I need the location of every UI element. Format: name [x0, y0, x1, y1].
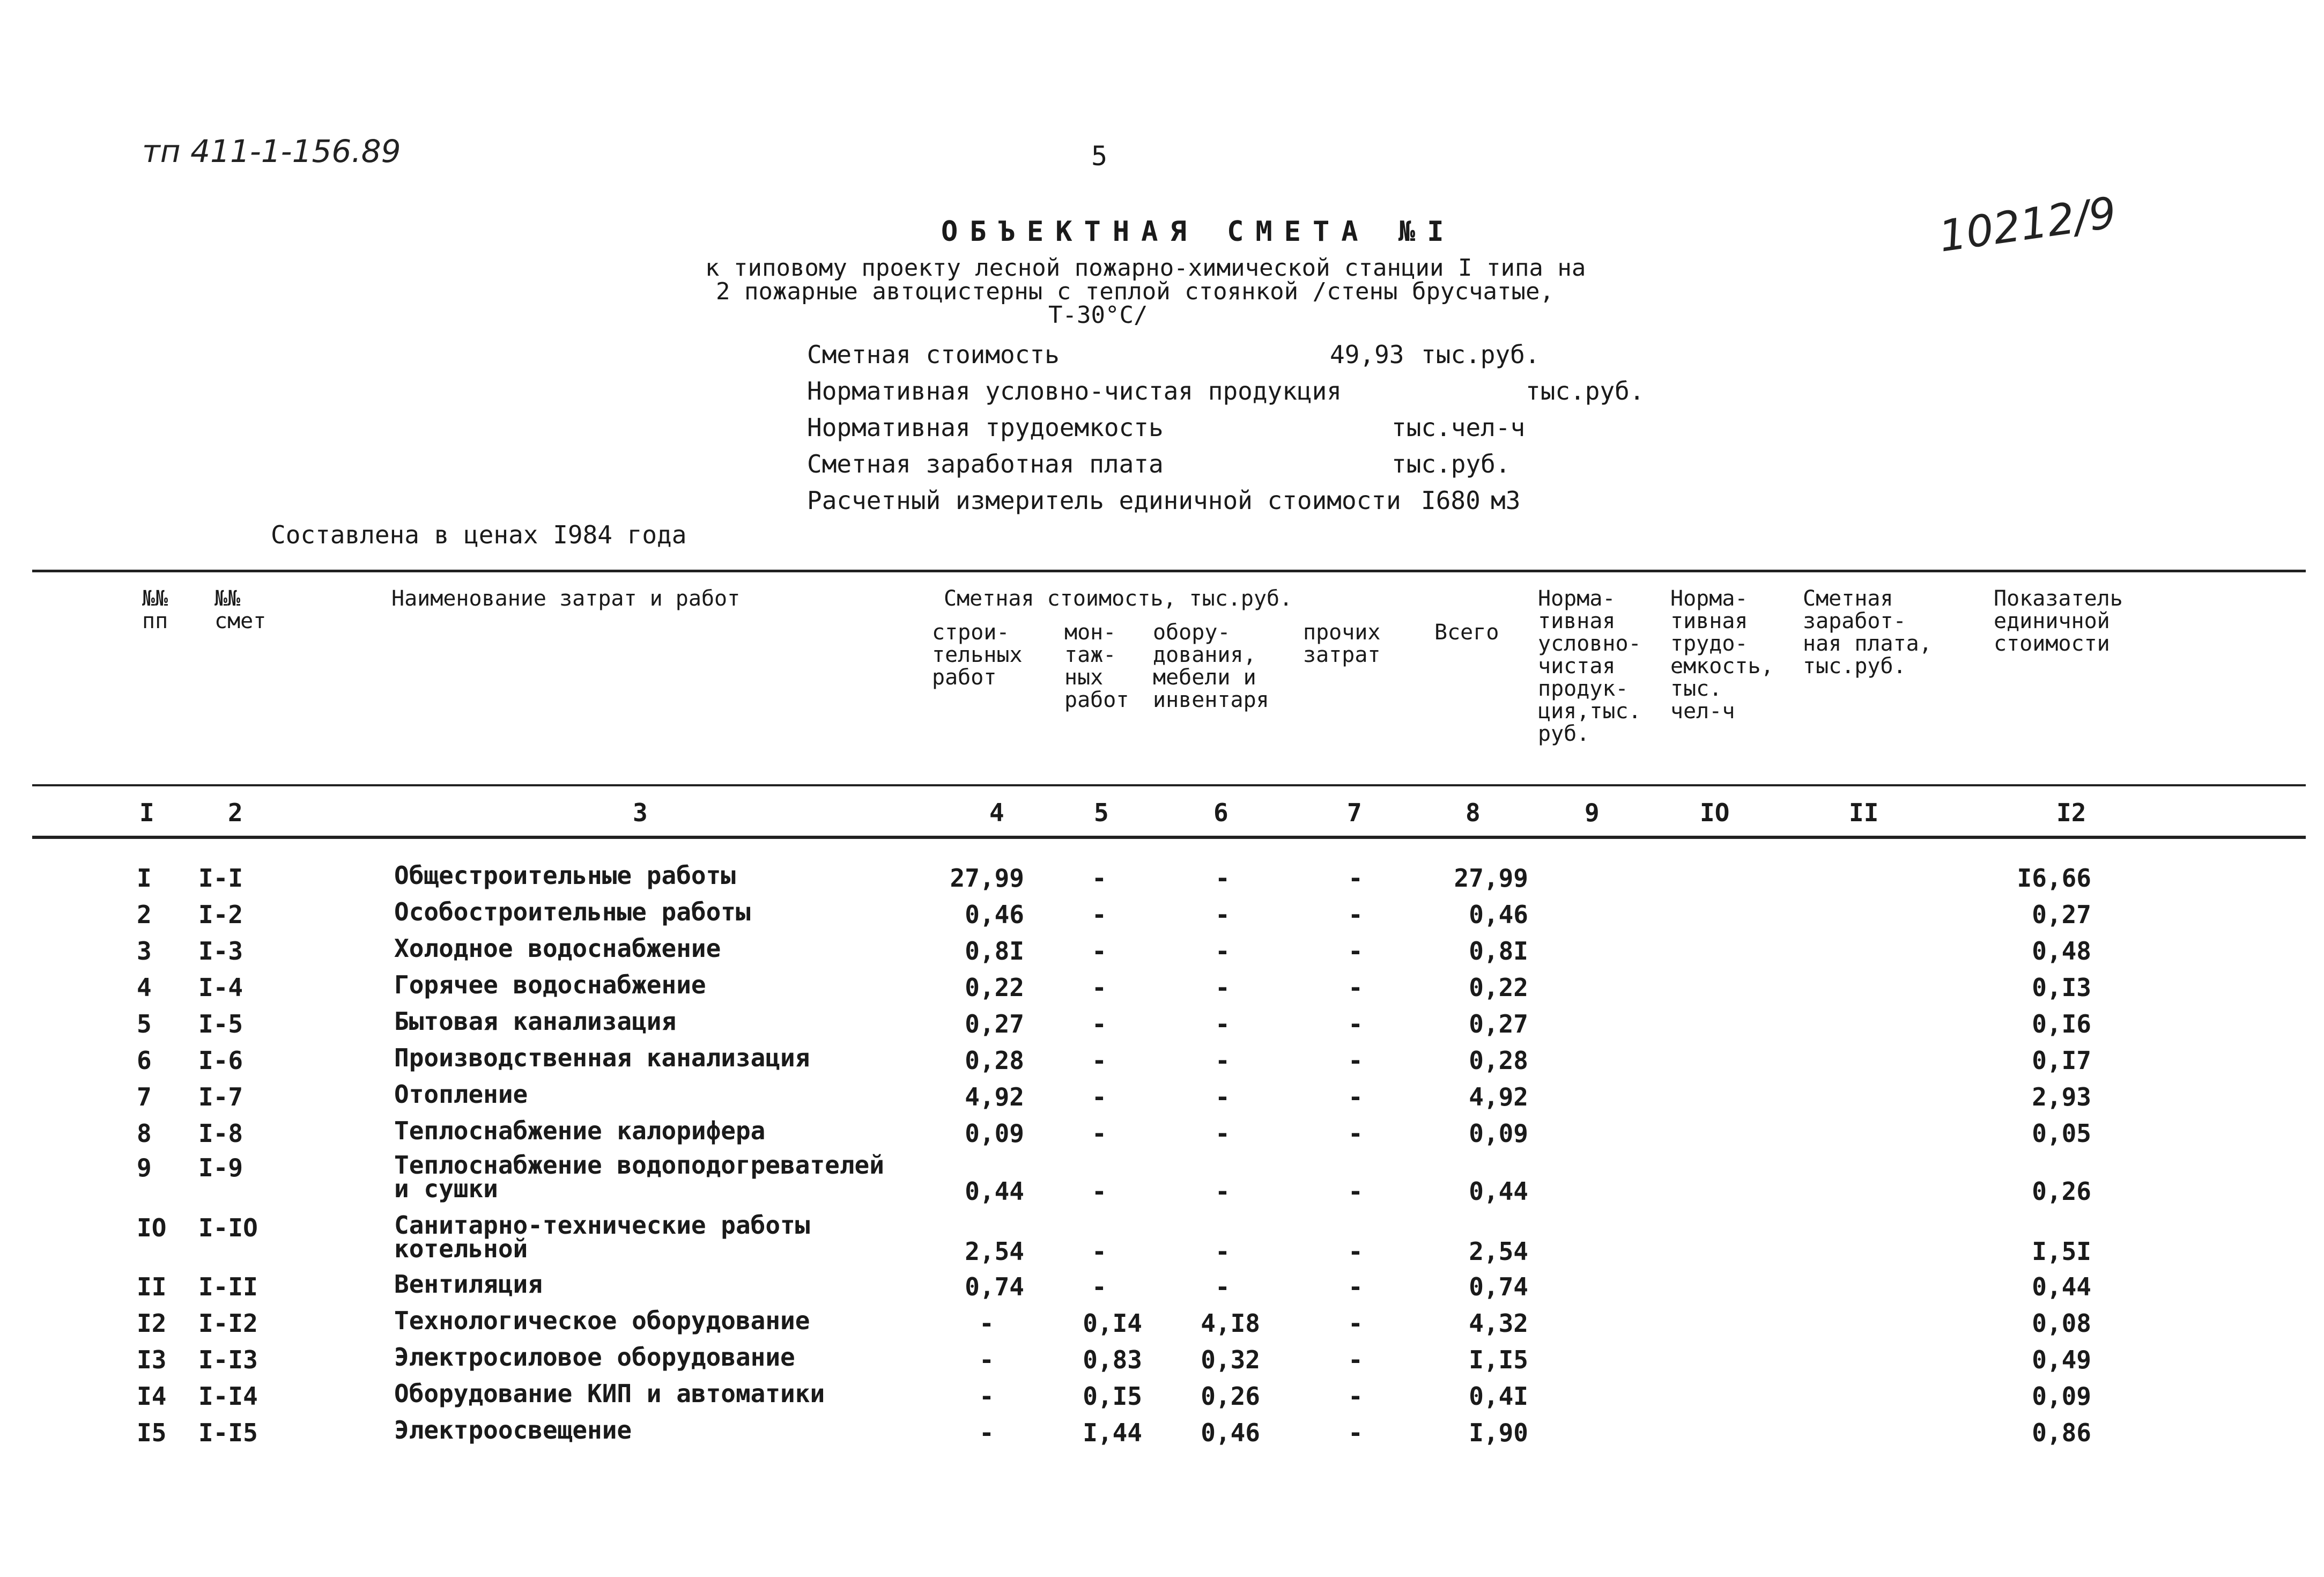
header-total: Всего — [1434, 620, 1499, 645]
subtitle-line-2: 2 пожарные автоцистерны с теплой стоянкой /стены брусчатые, — [716, 278, 1554, 305]
row-estimate: I-I5 — [198, 1418, 258, 1447]
row-total: 0,46 — [1469, 900, 1528, 929]
column-number: I2 — [2056, 798, 2086, 827]
header-wages: Сметная заработ- ная плата, тыс.руб. — [1803, 586, 1932, 679]
row-name: Оборудование КИП и автоматики — [394, 1379, 825, 1408]
row-number: II — [137, 1272, 167, 1301]
header-net-production: Норма- тивная условно- чистая продук- ция,тыс. руб. — [1538, 586, 1641, 746]
row-total: 0,28 — [1469, 1046, 1528, 1075]
row-equipment: - — [1215, 973, 1230, 1002]
document-code: тп 411-1-156.89 — [142, 133, 401, 170]
summary-label-production: Нормативная условно-чистая продукция — [807, 377, 1342, 406]
row-installation: 0,I4 — [1083, 1309, 1142, 1338]
row-estimate: I-II — [198, 1272, 258, 1301]
row-number: 6 — [137, 1046, 152, 1075]
row-other: - — [1348, 1382, 1363, 1411]
row-indicator: 0,44 — [2032, 1272, 2091, 1301]
row-equipment: - — [1215, 937, 1230, 966]
column-number: 7 — [1347, 798, 1362, 827]
row-indicator: 2,93 — [2032, 1082, 2091, 1111]
prices-note: Составлена в ценах I984 года — [271, 520, 687, 549]
row-total: I,90 — [1469, 1418, 1528, 1447]
row-name: Особостроительные работы — [394, 897, 751, 926]
row-total: 4,32 — [1469, 1309, 1528, 1338]
row-indicator: 0,27 — [2032, 900, 2091, 929]
summary-label-labor: Нормативная трудоемкость — [807, 413, 1164, 442]
row-installation: 0,I5 — [1083, 1382, 1142, 1411]
summary-label-wages: Сметная заработная плата — [807, 449, 1164, 478]
row-total: 0,4I — [1469, 1382, 1528, 1411]
row-number: IO — [137, 1213, 167, 1242]
row-number: 4 — [137, 973, 152, 1002]
row-total: 0,27 — [1469, 1009, 1528, 1038]
summary-value-cost: 49,93 — [1330, 340, 1404, 369]
row-construction: - — [979, 1309, 994, 1338]
row-name: Вентиляция — [394, 1270, 543, 1299]
header-installation: мон- таж- ных работ — [1064, 620, 1129, 712]
header-cost-group: Сметная стоимость, тыс.руб. — [944, 586, 1293, 611]
row-construction: 0,74 — [965, 1272, 1024, 1301]
row-number: 5 — [137, 1009, 152, 1038]
column-number: 8 — [1466, 798, 1481, 827]
summary-label-measure: Расчетный измеритель единичной стоимости — [807, 486, 1401, 515]
row-other: - — [1348, 900, 1363, 929]
row-total: 0,09 — [1469, 1119, 1528, 1148]
row-estimate: I-4 — [198, 973, 243, 1002]
row-equipment: 0,32 — [1201, 1345, 1260, 1374]
row-total: 2,54 — [1469, 1237, 1528, 1266]
subtitle-line-3: Т-30°С/ — [1048, 301, 1148, 329]
row-equipment: - — [1215, 864, 1230, 893]
row-other: - — [1348, 937, 1363, 966]
row-installation: - — [1092, 1009, 1107, 1038]
column-number: II — [1849, 798, 1879, 827]
row-equipment: - — [1215, 1177, 1230, 1206]
row-name: Производственная канализация — [394, 1043, 810, 1072]
row-equipment: 0,46 — [1201, 1418, 1260, 1447]
row-installation: - — [1092, 1119, 1107, 1148]
row-number: 3 — [137, 937, 152, 966]
header-construction: строи- тельных работ — [932, 620, 1023, 690]
header-unit-indicator: Показатель единичной стоимости — [1994, 586, 2123, 656]
row-construction: 4,92 — [965, 1082, 1024, 1111]
row-installation: - — [1092, 973, 1107, 1002]
row-indicator: 0,05 — [2032, 1119, 2091, 1148]
row-estimate: I-2 — [198, 900, 243, 929]
row-estimate: I-I2 — [198, 1309, 258, 1338]
row-estimate: I-5 — [198, 1009, 243, 1038]
row-other: - — [1348, 864, 1363, 893]
row-other: - — [1348, 973, 1363, 1002]
row-installation: - — [1092, 900, 1107, 929]
row-estimate: I-I4 — [198, 1382, 258, 1411]
row-indicator: 0,86 — [2032, 1418, 2091, 1447]
row-indicator: 0,08 — [2032, 1309, 2091, 1338]
row-installation: - — [1092, 1082, 1107, 1111]
row-estimate: I-I — [198, 864, 243, 893]
estimate-title: ОБЪЕКТНАЯ СМЕТА №I — [941, 216, 1456, 248]
header-other: прочих затрат — [1303, 620, 1381, 667]
row-name: Санитарно-технические работы котельной — [394, 1211, 810, 1263]
row-name: Электроосвещение — [394, 1416, 632, 1445]
row-installation: - — [1092, 1272, 1107, 1301]
row-construction: 27,99 — [950, 864, 1024, 893]
row-total: I,I5 — [1469, 1345, 1528, 1374]
row-name: Холодное водоснабжение — [394, 934, 721, 963]
column-number: 6 — [1213, 798, 1228, 827]
row-total: 0,22 — [1469, 973, 1528, 1002]
row-equipment: - — [1215, 1082, 1230, 1111]
summary-label-cost: Сметная стоимость — [807, 340, 1060, 369]
row-installation: - — [1092, 937, 1107, 966]
column-numbers-rule — [32, 836, 2306, 839]
summary-unit-cost: тыс.руб. — [1421, 340, 1540, 369]
row-construction: 0,27 — [965, 1009, 1024, 1038]
summary-value-measure: I680 — [1421, 486, 1481, 515]
subtitle-line-1: к типовому проекту лесной пожарно-химической станции I типа на — [705, 254, 1586, 282]
row-indicator: 0,49 — [2032, 1345, 2091, 1374]
row-number: I2 — [137, 1309, 167, 1338]
row-name: Технологическое оборудование — [394, 1306, 810, 1335]
row-construction: 0,8I — [965, 937, 1024, 966]
row-estimate: I-7 — [198, 1082, 243, 1111]
header-bottom-rule — [32, 784, 2306, 786]
row-construction: 0,46 — [965, 900, 1024, 929]
row-number: I4 — [137, 1382, 167, 1411]
header-row-number: №№ пп — [142, 586, 168, 633]
column-number: 3 — [633, 798, 648, 827]
row-number: 7 — [137, 1082, 152, 1111]
row-construction: 0,22 — [965, 973, 1024, 1002]
row-total: 4,92 — [1469, 1082, 1528, 1111]
row-estimate: I-IO — [198, 1213, 258, 1242]
row-total: 0,74 — [1469, 1272, 1528, 1301]
row-number: 9 — [137, 1153, 152, 1182]
row-indicator: I6,66 — [2017, 864, 2091, 893]
row-indicator: 0,26 — [2032, 1177, 2091, 1206]
row-indicator: 0,I6 — [2032, 1009, 2091, 1038]
table-top-rule — [32, 570, 2306, 572]
row-equipment: - — [1215, 1272, 1230, 1301]
row-construction: 0,28 — [965, 1046, 1024, 1075]
row-other: - — [1348, 1119, 1363, 1148]
summary-unit-production: тыс.руб. — [1526, 377, 1645, 406]
row-estimate: I-9 — [198, 1153, 243, 1182]
row-installation: - — [1092, 1177, 1107, 1206]
row-indicator: 0,09 — [2032, 1382, 2091, 1411]
row-name: Теплоснабжение калорифера — [394, 1116, 766, 1145]
row-total: 0,44 — [1469, 1177, 1528, 1206]
row-name: Общестроительные работы — [394, 861, 736, 890]
row-name: Теплоснабжение водоподогревателей и сушки — [394, 1151, 884, 1203]
row-indicator: 0,I3 — [2032, 973, 2091, 1002]
row-installation: 0,83 — [1083, 1345, 1142, 1374]
row-other: - — [1348, 1309, 1363, 1338]
column-number: IO — [1700, 798, 1730, 827]
row-construction: 2,54 — [965, 1237, 1024, 1266]
row-indicator: 0,I7 — [2032, 1046, 2091, 1075]
row-number: 8 — [137, 1119, 152, 1148]
row-other: - — [1348, 1177, 1363, 1206]
column-number: 9 — [1585, 798, 1600, 827]
row-total: 0,8I — [1469, 937, 1528, 966]
row-installation: I,44 — [1083, 1418, 1142, 1447]
summary-unit-measure: м3 — [1491, 486, 1521, 515]
row-number: I3 — [137, 1345, 167, 1374]
row-other: - — [1348, 1345, 1363, 1374]
row-installation: - — [1092, 1237, 1107, 1266]
row-installation: - — [1092, 864, 1107, 893]
column-number: 4 — [989, 798, 1004, 827]
row-other: - — [1348, 1237, 1363, 1266]
row-other: - — [1348, 1418, 1363, 1447]
row-equipment: - — [1215, 1009, 1230, 1038]
row-equipment: 0,26 — [1201, 1382, 1260, 1411]
row-construction: - — [979, 1382, 994, 1411]
row-construction: - — [979, 1418, 994, 1447]
row-estimate: I-3 — [198, 937, 243, 966]
row-indicator: 0,48 — [2032, 937, 2091, 966]
summary-unit-labor: тыс.чел-ч — [1392, 413, 1526, 442]
page-number: 5 — [1091, 141, 1108, 172]
row-equipment: - — [1215, 900, 1230, 929]
row-other: - — [1348, 1009, 1363, 1038]
header-labor: Норма- тивная трудо- емкость, тыс. чел-ч — [1670, 586, 1774, 724]
row-estimate: I-6 — [198, 1046, 243, 1075]
row-total: 27,99 — [1454, 864, 1528, 893]
row-number: I — [137, 864, 152, 893]
row-other: - — [1348, 1046, 1363, 1075]
row-equipment: - — [1215, 1237, 1230, 1266]
row-name: Электросиловое оборудование — [394, 1343, 795, 1372]
row-name: Бытовая канализация — [394, 1007, 677, 1036]
row-indicator: I,5I — [2032, 1237, 2091, 1266]
row-equipment: - — [1215, 1119, 1230, 1148]
row-equipment: - — [1215, 1046, 1230, 1075]
row-other: - — [1348, 1272, 1363, 1301]
row-equipment: 4,I8 — [1201, 1309, 1260, 1338]
column-number: I — [139, 798, 154, 827]
column-number: 2 — [228, 798, 243, 827]
row-estimate: I-I3 — [198, 1345, 258, 1374]
row-number: I5 — [137, 1418, 167, 1447]
row-other: - — [1348, 1082, 1363, 1111]
handwritten-stamp: 10212/9 — [1936, 187, 2120, 262]
row-name: Отопление — [394, 1080, 528, 1109]
header-name: Наименование затрат и работ — [391, 586, 741, 611]
header-estimate-number: №№ смет — [214, 586, 267, 633]
row-name: Горячее водоснабжение — [394, 970, 706, 999]
row-construction: - — [979, 1345, 994, 1374]
row-number: 2 — [137, 900, 152, 929]
column-number: 5 — [1094, 798, 1109, 827]
row-construction: 0,44 — [965, 1177, 1024, 1206]
header-equipment: обору- дования, мебели и инвентаря — [1153, 620, 1269, 712]
summary-unit-wages: тыс.руб. — [1392, 449, 1511, 478]
row-installation: - — [1092, 1046, 1107, 1075]
row-estimate: I-8 — [198, 1119, 243, 1148]
row-construction: 0,09 — [965, 1119, 1024, 1148]
